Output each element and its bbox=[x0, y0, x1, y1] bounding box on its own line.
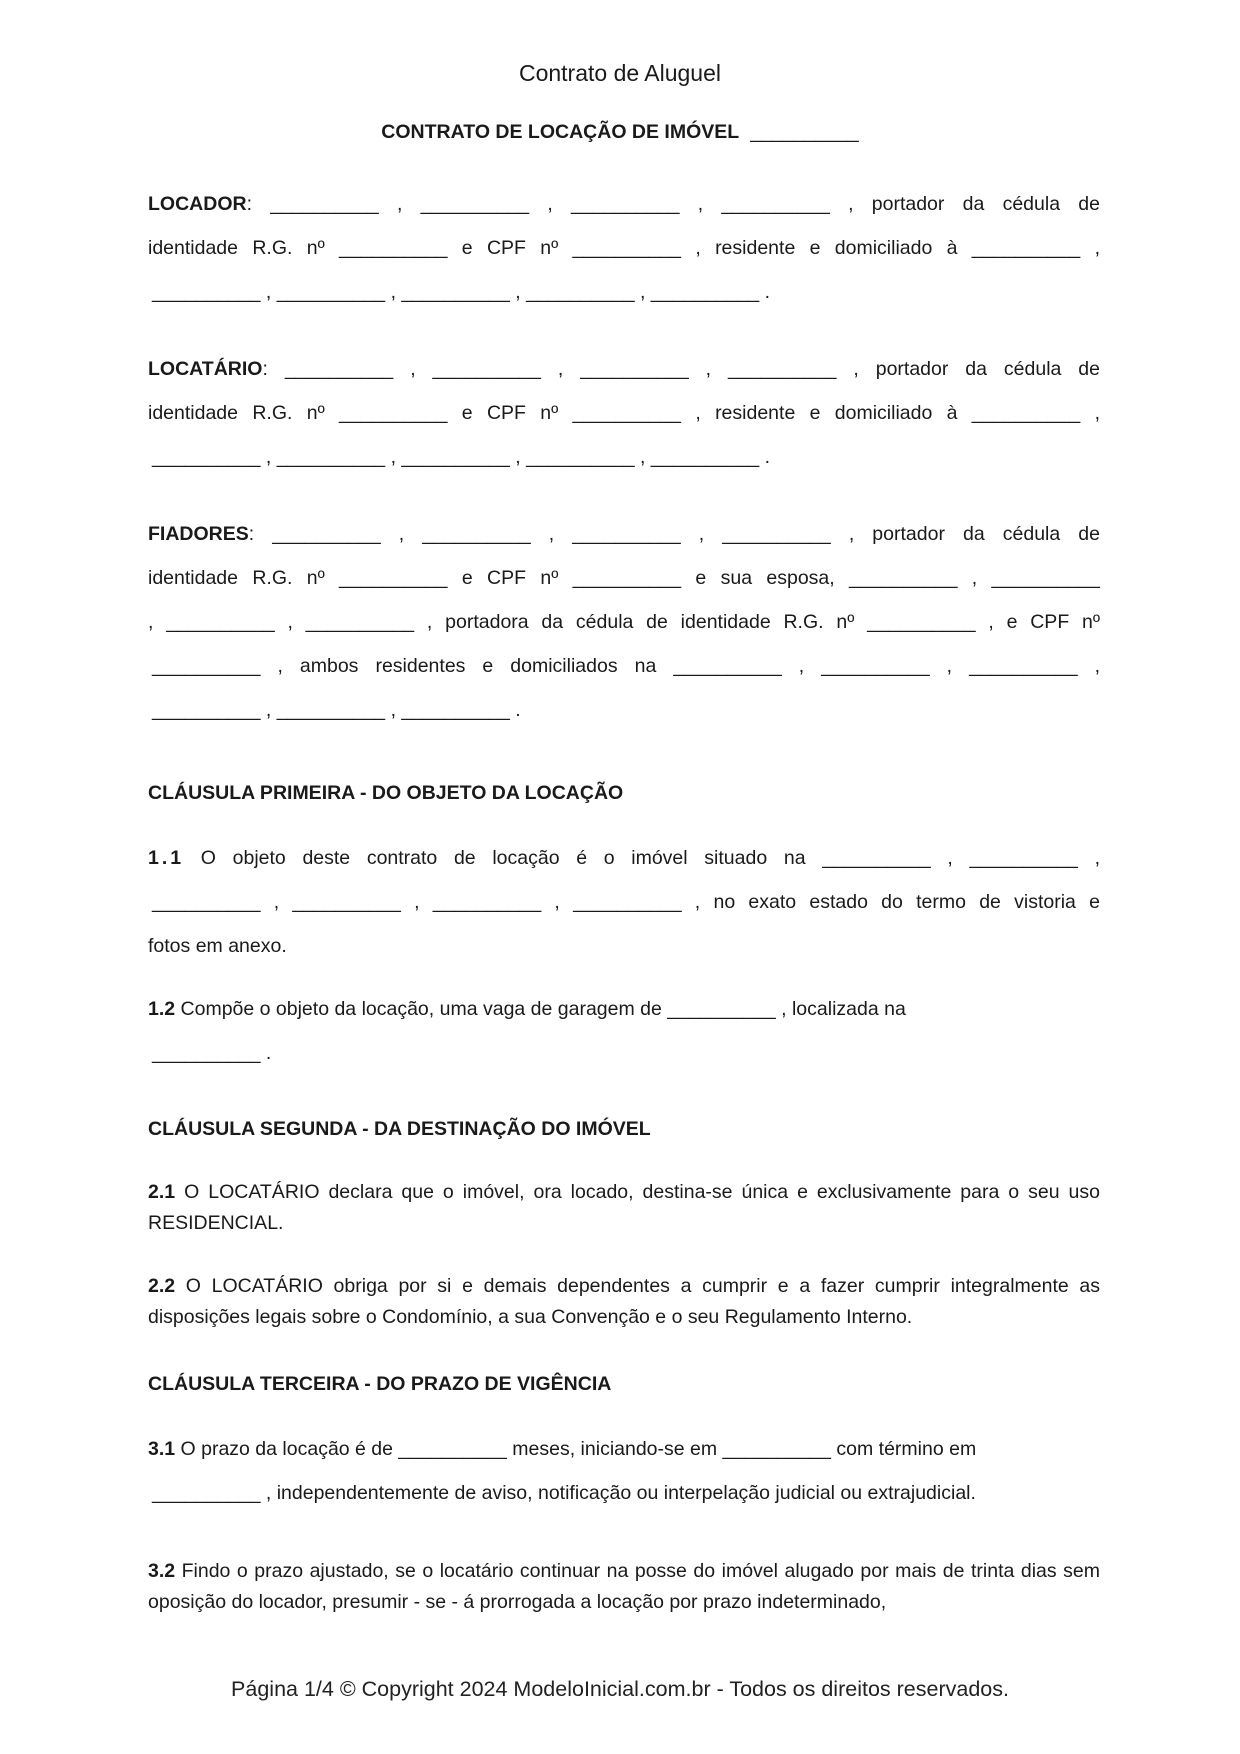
clausula-3-1-number: 3.1 bbox=[148, 1438, 176, 1460]
clausula-2-1 bbox=[148, 1177, 1100, 1239]
locatario-line-2: identidade R.G. nº __________ e CPF nº __________ , residente e domiciliado à __________ , bbox=[148, 402, 1100, 424]
locatario-line-1-text: : __________ , __________ , __________ , __________ , portador da cédula de bbox=[262, 358, 1100, 380]
locatario-line-1 bbox=[148, 355, 1100, 383]
clausula-segunda-heading: CLÁUSULA SEGUNDA - DA DESTINAÇÃO DO IMÓVEL bbox=[148, 1118, 651, 1140]
clausula-3-1-line-1-text: O prazo da locação é de __________ meses, iniciando-se em __________ com término em bbox=[175, 1438, 977, 1460]
clausula-3-2-text: Findo o prazo ajustado, se o locatário continuar na posse do imóvel alugado por mais de trinta dias sem oposição do locador, presumir - se - á prorrogada a locação por prazo indeterminado, bbox=[148, 1560, 1100, 1613]
fiadores-line-5: __________ , __________ , __________ . bbox=[152, 699, 521, 721]
clausula-2-2-text: O LOCATÁRIO obriga por si e demais dependentes a cumprir e a fazer cumprir integralmente as disposições legais sobre o Condomínio, a sua Convenção e o seu Regulamento Interno. bbox=[148, 1275, 1100, 1328]
document-title bbox=[0, 121, 1240, 144]
fiadores-line-2: identidade R.G. nº __________ e CPF nº __________ e sua esposa, __________ , __________ bbox=[148, 567, 1100, 589]
clausula-1-1-line-2: __________ , __________ , __________ , __________ , no exato estado do termo de vistoria e bbox=[152, 891, 1100, 913]
fiadores-line-3: , __________ , __________ , portadora da cédula de identidade R.G. nº __________ , e CPF nº bbox=[148, 611, 1100, 633]
clausula-3-2-number: 3.2 bbox=[148, 1560, 176, 1582]
clausula-3-1-line-2: __________ , independentemente de aviso, notificação ou interpelação judicial ou extrajudicial. bbox=[152, 1482, 976, 1504]
clausula-1-1-line-1 bbox=[148, 844, 1100, 872]
fiadores-line-1 bbox=[148, 520, 1100, 548]
clausula-2-1-number: 2.1 bbox=[148, 1181, 176, 1203]
fiadores-line-4: __________ , ambos residentes e domiciliados na __________ , __________ , __________ , bbox=[152, 655, 1100, 677]
document-title-text: CONTRATO DE LOCAÇÃO DE IMÓVEL bbox=[381, 121, 739, 143]
clausula-terceira-heading: CLÁUSULA TERCEIRA - DO PRAZO DE VIGÊNCIA bbox=[148, 1373, 612, 1395]
clausula-3-1-line-1 bbox=[148, 1435, 1100, 1463]
clausula-2-2 bbox=[148, 1271, 1100, 1333]
clausula-1-2-line-1 bbox=[148, 995, 1100, 1023]
page-header-title: Contrato de Aluguel bbox=[518, 60, 722, 86]
locador-label: LOCADOR bbox=[148, 193, 247, 215]
locador-line-3: __________ , __________ , __________ , __________ , __________ . bbox=[152, 281, 771, 303]
fiadores-line-1-text: : __________ , __________ , __________ , __________ , portador da cédula de bbox=[248, 523, 1100, 545]
locador-line-1 bbox=[148, 190, 1100, 218]
locatario-line-3: __________ , __________ , __________ , __________ , __________ . bbox=[152, 446, 771, 468]
clausula-1-1-line-3: fotos em anexo. bbox=[148, 935, 287, 957]
clausula-2-2-number: 2.2 bbox=[148, 1275, 176, 1297]
locatario-label: LOCATÁRIO bbox=[148, 358, 263, 380]
clausula-1-1-number: 1.1 bbox=[148, 847, 185, 869]
locador-line-2: identidade R.G. nº __________ e CPF nº __________ , residente e domiciliado à __________ , bbox=[148, 237, 1100, 259]
clausula-2-1-text: O LOCATÁRIO declara que o imóvel, ora locado, destina-se única e exclusivamente para o seu uso RESIDENCIAL. bbox=[148, 1181, 1100, 1234]
document-title-blank: __________ bbox=[750, 121, 859, 143]
fiadores-label: FIADORES bbox=[148, 523, 249, 545]
locador-line-1-text: : __________ , __________ , __________ , __________ , portador da cédula de bbox=[246, 193, 1100, 215]
clausula-1-2-line-1-text: Compõe o objeto da locação, uma vaga de garagem de __________ , localizada na bbox=[175, 998, 906, 1020]
clausula-3-2 bbox=[148, 1556, 1100, 1618]
clausula-1-1-line-1-text: O objeto deste contrato de locação é o imóvel situado na __________ , __________ , bbox=[184, 847, 1100, 869]
page-footer: Página 1/4 © Copyright 2024 ModeloInicial.com.br - Todos os direitos reservados. bbox=[231, 1677, 1009, 1701]
clausula-primeira-heading: CLÁUSULA PRIMEIRA - DO OBJETO DA LOCAÇÃO bbox=[148, 782, 624, 804]
clausula-1-2-number: 1.2 bbox=[148, 998, 176, 1020]
clausula-1-2-line-2: __________ . bbox=[152, 1042, 272, 1064]
